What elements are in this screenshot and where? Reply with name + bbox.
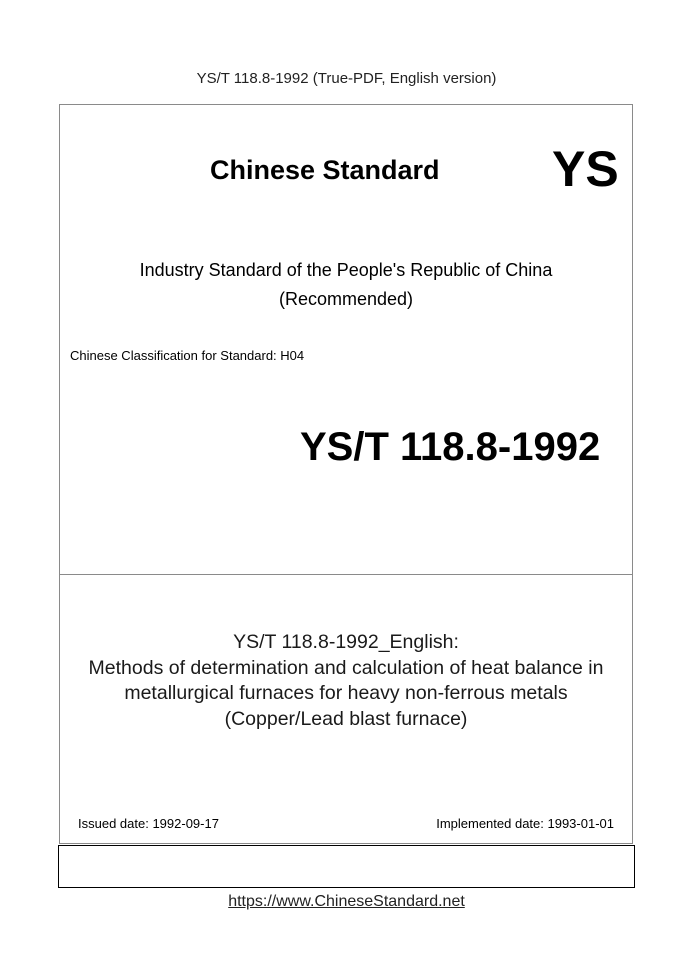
document-title-line: YS/T 118.8-1992_English: — [233, 631, 459, 653]
cover-heading: Chinese Standard — [210, 155, 440, 185]
empty-footer-box — [58, 845, 635, 888]
issued-date: Issued date: 1992-09-17 — [78, 816, 219, 831]
standard-code-mark: YS — [552, 141, 619, 197]
section-divider — [59, 574, 633, 575]
document-title — [59, 630, 633, 732]
standard-number: YS/T 118.8-1992 — [300, 425, 601, 469]
document-title-line: Methods of determination and calculation of heat balance in — [88, 656, 604, 679]
cover-frame — [59, 104, 633, 844]
page-header-title: YS/T 118.8-1992 (True-PDF, English version) — [196, 70, 497, 87]
document-title-line: (Copper/Lead blast furnace) — [224, 707, 468, 730]
cover-subtitle-line2: (Recommended) — [278, 289, 414, 309]
document-title-line: metallurgical furnaces for heavy non-ferrous metals — [124, 682, 568, 704]
website-link[interactable]: https://www.ChineseStandard.net — [228, 893, 465, 910]
implemented-date: Implemented date: 1993-01-01 — [436, 816, 614, 831]
classification-label: Chinese Classification for Standard: H04 — [70, 348, 305, 363]
cover-subtitle-line1: Industry Standard of the People's Republic of China — [139, 260, 553, 280]
